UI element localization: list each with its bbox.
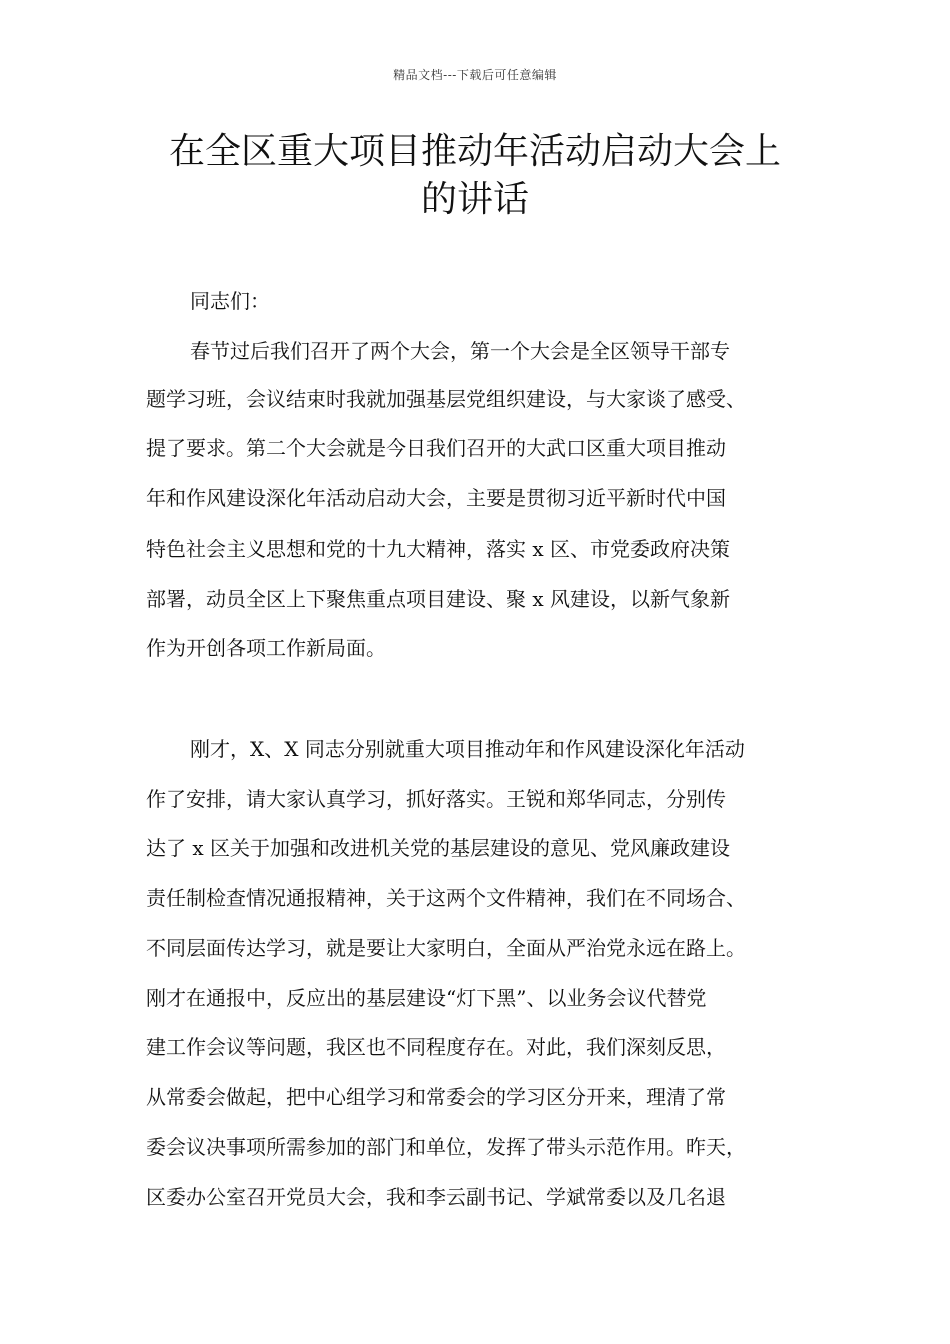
paragraph-line: 责任制检查情况通报精神，关于这两个文件精神，我们在不同场合、 [146,886,746,910]
title-line-2: 的讲话 [420,179,529,220]
paragraph-line: 建工作会议等问题，我区也不同程度存在。对此，我们深刻反思， [146,1035,726,1059]
paragraph-line: 刚才，X、X 同志分别就重大项目推动年和作风建设深化年活动 [190,737,745,761]
paragraph-line: 作为开创各项工作新局面。 [146,636,386,660]
paragraph-line: 刚才在通报中，反应出的基层建设“灯下黑”、以业务会议代替党 [146,986,707,1010]
paragraph-line: 从常委会做起，把中心组学习和常委会的学习区分开来，理清了常 [146,1085,726,1109]
paragraph-line: 达了 x 区关于加强和改进机关党的基层建设的意见、党风廉政建设 [146,836,730,860]
paragraph-line: 特色社会主义思想和党的十九大精神，落实 x 区、市党委政府决策 [146,537,730,561]
paragraph-line: 作了安排，请大家认真学习，抓好落实。王锐和郑华同志，分别传 [146,787,726,811]
header-note: 精品文档---下载后可任意编辑 [393,68,557,82]
paragraph-line: 区委办公室召开党员大会，我和李云副书记、学斌常委以及几名退 [146,1185,726,1209]
paragraph-line: 年和作风建设深化年活动启动大会，主要是贯彻习近平新时代中国 [146,486,726,510]
paragraph-line: 提了要求。第二个大会就是今日我们召开的大武口区重大项目推动 [146,436,726,460]
paragraph-line: 春节过后我们召开了两个大会，第一个大会是全区领导干部专 [190,339,730,363]
paragraph-line: 题学习班，会议结束时我就加强基层党组织建设，与大家谈了感受、 [146,387,746,411]
paragraph-line: 部署，动员全区上下聚焦重点项目建设、聚 x 风建设，以新气象新 [146,587,730,611]
greeting: 同志们： [190,289,270,313]
title-line-1: 在全区重大项目推动年活动启动大会上 [168,131,781,172]
paragraph-line: 不同层面传达学习，就是要让大家明白，全面从严治党永远在路上。 [146,936,746,960]
paragraph-line: 委会议决事项所需参加的部门和单位，发挥了带头示范作用。昨天， [146,1135,746,1159]
document-title [125,128,825,224]
